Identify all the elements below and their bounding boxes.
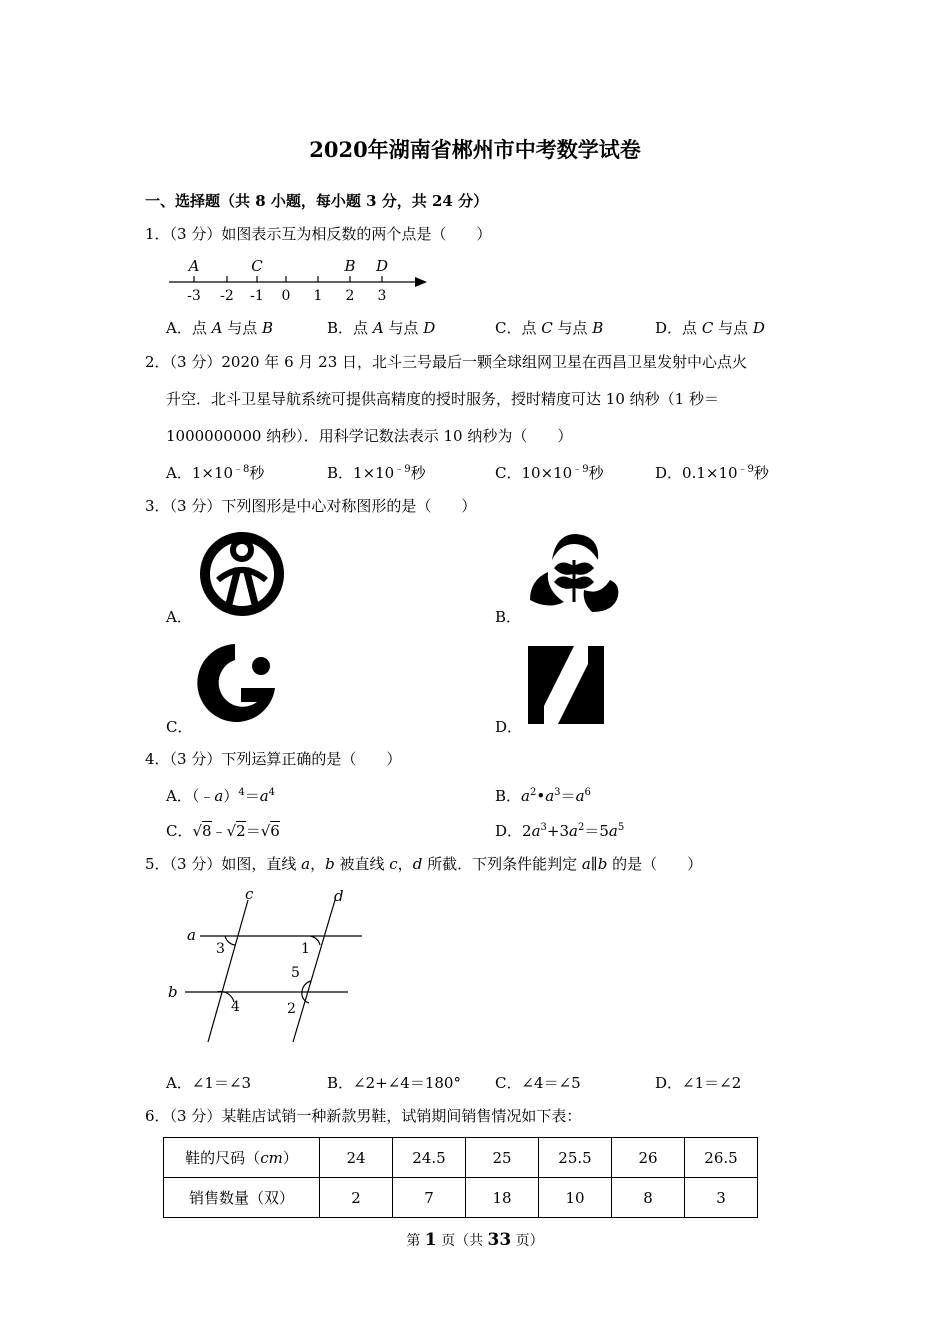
angle-label: 1	[301, 941, 310, 957]
logo-d-figure	[528, 646, 604, 724]
table-cell: 26.5	[685, 1138, 758, 1178]
logo-a-figure	[198, 530, 286, 618]
tick-label: 0	[281, 288, 291, 304]
option-b[interactable]: B．$1\times 10^{﹣9}$秒	[327, 464, 426, 482]
question-number: 6．	[145, 1107, 170, 1125]
line-label: d	[334, 887, 344, 905]
page-footer: 第 1 页（共 33 页）	[406, 1230, 544, 1250]
table-cell: 18	[466, 1178, 539, 1218]
angle-3-arc	[225, 936, 235, 945]
option-d[interactable]: D．$0.1\times 10^{﹣9}$秒	[655, 464, 769, 482]
question-number: 2．	[145, 353, 170, 371]
point-label: A	[188, 257, 200, 275]
question-2-line-3: 1000000000 纳秒）．用科学记数法表示 10 纳秒为（ ）	[166, 427, 573, 445]
section-heading: 一、选择题（共 8 小题，每小题 3 分，共 24 分）	[145, 192, 489, 210]
tick-label: 1	[313, 288, 323, 304]
option-b[interactable]: B．$a^2•a^3=a^6$	[495, 787, 591, 805]
option-c[interactable]: C．	[166, 718, 193, 736]
question-6	[145, 1106, 581, 1126]
number-line-figure	[165, 252, 435, 307]
line-label: c	[245, 885, 254, 903]
option-c[interactable]: C．∠4＝∠5	[495, 1074, 581, 1092]
line-c	[208, 900, 248, 1042]
question-2	[145, 352, 747, 372]
table-cell: 8	[612, 1178, 685, 1218]
option-b[interactable]: B．	[495, 608, 522, 626]
tick-label: -2	[220, 288, 234, 304]
parallel-lines-figure	[165, 882, 370, 1047]
table-cell: 24.5	[393, 1138, 466, 1178]
table-header-cell: 销售数量（双）	[164, 1178, 320, 1218]
option-c[interactable]: C．$10\times 10^{﹣9}$秒	[495, 464, 604, 482]
tick-label: 2	[345, 288, 355, 304]
question-2-line-2: 升空．北斗卫星导航系统可提供高精度的授时服务，授时精度可达 10 纳秒（1 秒＝	[166, 390, 719, 408]
page-title: 2020年湖南省郴州市中考数学试卷	[309, 137, 641, 162]
question-number: 5．	[145, 855, 170, 873]
table-cell: 2	[320, 1178, 393, 1218]
sqrt-sign: √	[260, 822, 271, 840]
question-score: （3 分）	[169, 497, 222, 515]
point-label: D	[375, 257, 389, 275]
question-score: （3 分）	[169, 353, 222, 371]
sqrt-sign: √	[192, 822, 203, 840]
table-cell: 25	[466, 1138, 539, 1178]
point-label: B	[344, 257, 356, 275]
point-label: C	[251, 257, 263, 275]
question-text: 如图表示互为相反数的两个点是（ ）	[221, 225, 492, 243]
angle-label: 3	[216, 941, 225, 957]
question-number: 1．	[145, 225, 170, 243]
option-a[interactable]: A．∠1＝∠3	[166, 1074, 252, 1092]
table-cell: 7	[393, 1178, 466, 1218]
line-label: a	[187, 926, 196, 944]
table-header-cell: 鞋的尺码（cm）	[164, 1138, 320, 1178]
angle-label: 2	[287, 1001, 296, 1017]
angle-2-arc	[302, 992, 309, 1003]
axis-arrow	[415, 277, 427, 287]
line-label: b	[168, 983, 178, 1001]
table-row	[164, 1178, 758, 1218]
option-b[interactable]: B．点 A 与点 D	[327, 319, 436, 337]
table-cell: 3	[685, 1178, 758, 1218]
question-text: 下列运算正确的是（ ）	[221, 750, 402, 768]
question-text: 某鞋店试销一种新款男鞋，试销期间销售情况如下表：	[221, 1107, 582, 1125]
option-a[interactable]: A．	[166, 608, 192, 626]
question-score: （3 分）	[169, 225, 222, 243]
option-a[interactable]: A．$(﹣a)^4=a^4$	[166, 787, 276, 805]
question-number: 3．	[145, 497, 170, 515]
option-c[interactable]: C．点 C 与点 B	[495, 319, 604, 337]
tick-label: -3	[187, 288, 201, 304]
logo-b-figure	[526, 530, 620, 618]
question-4	[145, 749, 401, 769]
table-row	[164, 1138, 758, 1178]
question-text: 2020 年 6 月 23 日，北斗三号最后一颗全球组网卫星在西昌卫星发射中心点火	[221, 353, 748, 371]
logo-c-figure	[195, 640, 281, 726]
option-a[interactable]: A．$1\times 10^{﹣8}$秒	[166, 464, 265, 482]
option-d[interactable]: D．	[495, 718, 523, 736]
question-score: （3 分）	[169, 1107, 222, 1125]
option-d[interactable]: D．点 C 与点 D	[655, 319, 765, 337]
table-cell: 10	[539, 1178, 612, 1218]
option-a[interactable]: A．点 A 与点 B	[166, 319, 274, 337]
angle-1-arc	[310, 936, 320, 945]
angle-label: 5	[291, 965, 300, 981]
sales-table	[163, 1137, 758, 1218]
option-b[interactable]: B．∠2+∠4＝180°	[327, 1074, 461, 1092]
question-score: （3 分）	[169, 855, 222, 873]
question-text: 下列图形是中心对称图形的是（ ）	[221, 497, 477, 515]
question-1	[145, 224, 491, 244]
question-3	[145, 496, 476, 516]
option-d[interactable]: D．∠1＝∠2	[655, 1074, 742, 1092]
table-cell: 25.5	[539, 1138, 612, 1178]
option-c[interactable]: C．√8﹣√2＝√6	[166, 822, 280, 840]
tick-label: -1	[250, 288, 264, 304]
option-d[interactable]: D．$2a^3+3a^2=5a^5$	[495, 822, 625, 840]
angle-label: 4	[231, 999, 240, 1015]
sqrt-sign: √	[226, 822, 237, 840]
question-number: 4．	[145, 750, 170, 768]
question-score: （3 分）	[169, 750, 222, 768]
tick-label: 3	[377, 288, 387, 304]
table-cell: 24	[320, 1138, 393, 1178]
table-cell: 26	[612, 1138, 685, 1178]
question-5: 5．（3 分）如图，直线 a，b 被直线 c，d 所截．下列条件能判定 a∥b 的是（ ）	[145, 855, 703, 873]
